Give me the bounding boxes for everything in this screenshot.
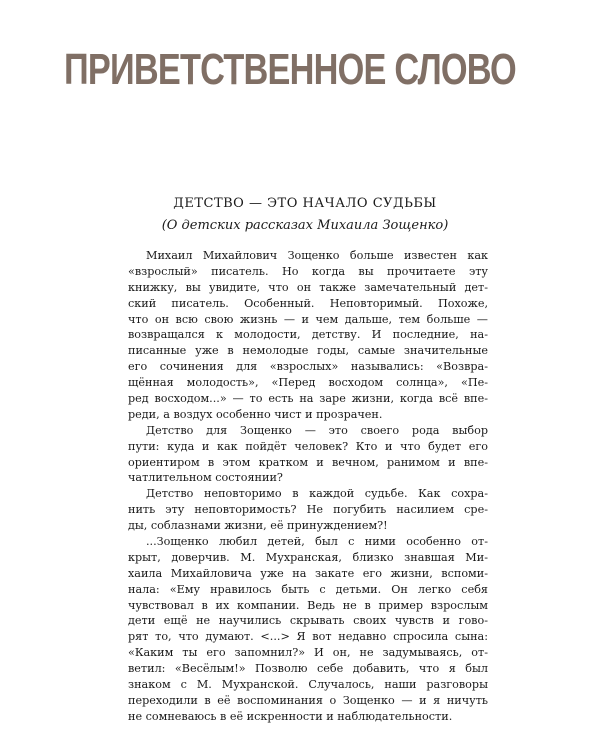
article-body xyxy=(128,248,488,725)
text-line: ориентиром в этом кратком и вечном, ранимом и впе- xyxy=(128,455,488,469)
text-line: переходили в её воспоминания о Зощенко — и я ничуть xyxy=(128,693,488,707)
text-line: ский писатель. Особенный. Неповторимый. Похоже, xyxy=(128,296,488,310)
article-subtitle: (О детских рассказах Михаила Зощенко) xyxy=(161,218,449,233)
text-line: Михаил Михайлович Зощенко больше известен как xyxy=(146,249,488,262)
text-line: щённая молодость», «Перед восходом солнца», «Пе- xyxy=(128,376,488,390)
text-line: пути: куда и как пойдёт человек? Кто и что будет его xyxy=(128,439,488,453)
page-heading: ПРИВЕТСТВЕННОЕ СЛОВО xyxy=(64,45,516,94)
text-line: нить эту неповторимость? Не погубить насилием сре- xyxy=(128,503,488,517)
text-line: ...Зощенко любил детей, был с ними особенно от- xyxy=(146,535,488,549)
text-line: Детство для Зощенко — это своего рода выбор xyxy=(146,423,488,437)
text-line: нала: «Ему нравилось быть с детьми. Он легко себя xyxy=(128,582,488,596)
text-line: «взрослый» писатель. Но когда вы прочитаете эту xyxy=(128,264,488,278)
text-line: дети ещё не научились скрывать своих чувств и гово- xyxy=(128,614,488,628)
text-line: чатлительном состоянии? xyxy=(128,471,283,485)
text-line: книжку, вы увидите, что он также замечательный дет- xyxy=(128,280,488,294)
text-line: ды, соблазнами жизни, её принуждением?! xyxy=(128,519,388,533)
article-title: ДЕТСТВО — ЭТО НАЧАЛО СУДЬБЫ xyxy=(173,196,437,211)
text-line: не сомневаюсь в её искренности и наблюдательности. xyxy=(128,709,453,723)
text-line: рят то, что думают. <...> Я вот недавно спросила сына: xyxy=(128,630,488,644)
text-line: возвращался к молодости, детству. И последние, на- xyxy=(128,328,488,342)
text-line: хаила Михайловича уже на закате его жизни, вспоми- xyxy=(128,566,488,580)
text-line: чувствовал в их компании. Ведь не в пример взрослым xyxy=(128,598,488,612)
text-line: крыт, доверчив. М. Мухранская, близко знавшая Ми- xyxy=(128,550,488,564)
text-line: его сочинения для «взрослых» назывались: «Возвра- xyxy=(128,360,488,374)
text-line: Детство неповторимо в каждой судьбе. Как сохра- xyxy=(146,487,488,501)
text-line: ветил: «Весёлым!» Позволю себе добавить, что я был xyxy=(128,662,488,676)
text-line: писанные уже в немолодые годы, самые значительные xyxy=(128,344,488,358)
text-line: реди, а воздух особенно чист и прозрачен. xyxy=(128,407,383,421)
text-line: ред восходом...» — то есть на заре жизни, когда всё впе- xyxy=(128,392,488,406)
text-line: что он всю свою жизнь — и чем дальше, тем больше — xyxy=(128,312,488,326)
text-line: «Каким ты его запомнил?» И он, не задумываясь, от- xyxy=(128,646,488,660)
text-line: знаком с М. Мухранской. Случалось, наши разговоры xyxy=(128,678,488,692)
